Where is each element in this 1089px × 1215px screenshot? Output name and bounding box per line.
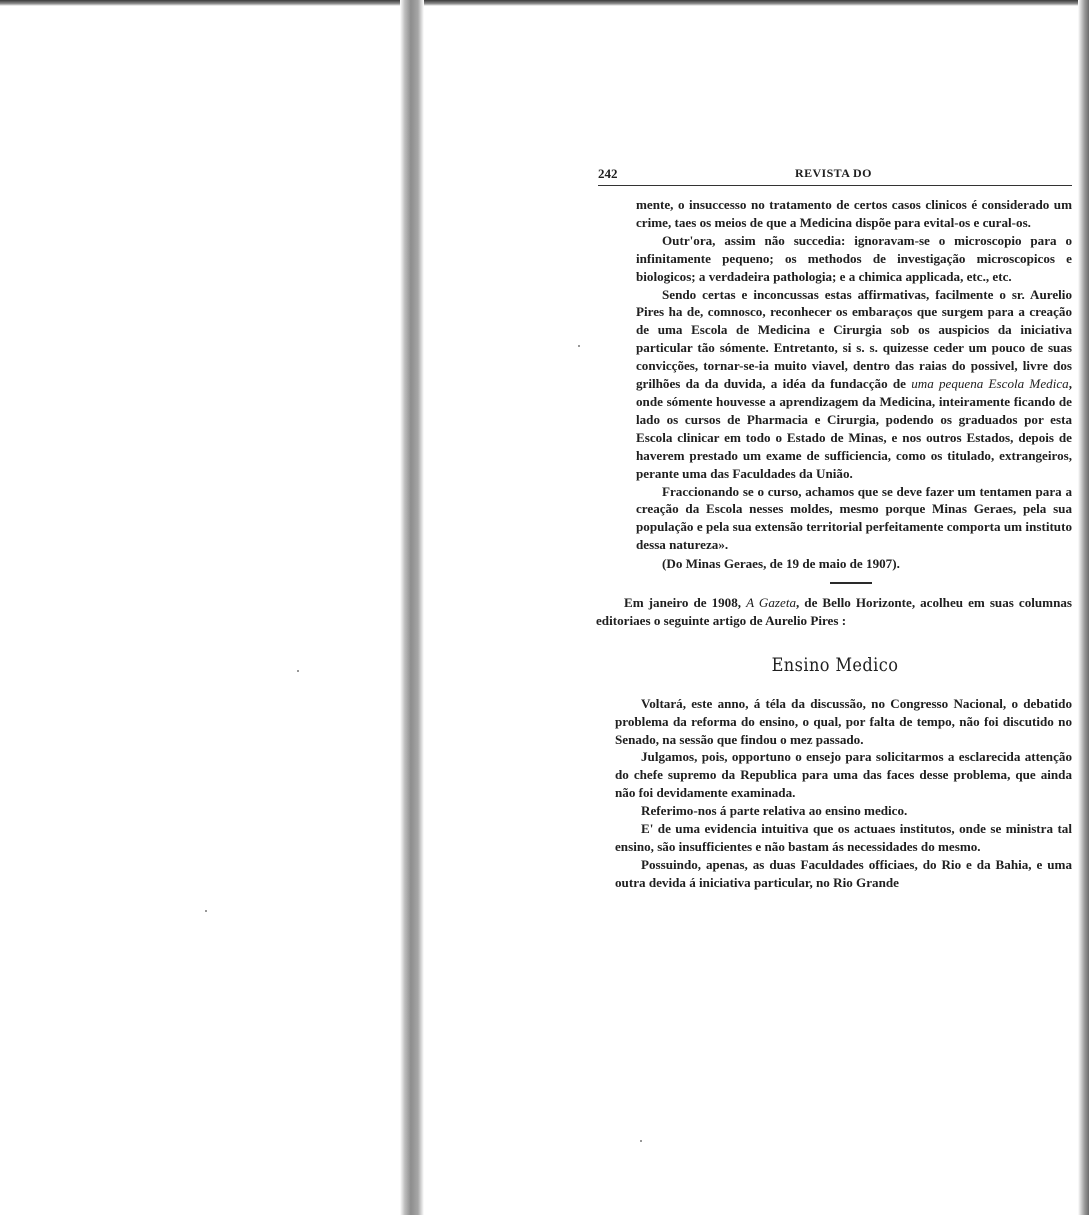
paragraph-text: Sendo certas e inconcussas estas affirmativas, facilmente o sr. Aurelio Pires ha de, comnosco, reconhecer os embaraços que surgem para a creação de uma Escola de Medicina e Cirurgia sob os auspicios da iniciativa particular tão sómente. Entretanto, si s. s. quizesse ceder um pouco de suas convicções, tornar-se-ia muito viavel, dentro das raias do possivel, livre dos grilhões da da duvida, a idéa da fundacção de — [636, 286, 1072, 392]
newspaper-name: A Gazeta — [746, 595, 796, 611]
intro-text: , de Bello Horizonte, acolheu em suas columnas editoriaes o seguinte artigo de Aurelio Pires : — [596, 595, 1072, 628]
scan-top-edge — [0, 0, 1089, 6]
paragraph: Voltará, este anno, á téla da discussão, no Congresso Nacional, o debatido problema da reforma do ensino, o qual, por falta de tempo, não foi discutido no Senado, na sessão que findou o mez passado. — [615, 695, 1072, 747]
page-number: 242 — [598, 166, 618, 181]
italic-phrase: uma pequena Escola Medica — [911, 376, 1069, 392]
scan-speck — [640, 1140, 642, 1142]
section-divider — [830, 582, 872, 584]
paragraph — [636, 286, 1072, 483]
book-gutter-shadow — [400, 0, 424, 1215]
paragraph: Fraccionando se o curso, achamos que se deve fazer um tentamen para a creação da Escola nesses moldes, mesmo porque Minas Geraes, pela sua população e pela sua extensão territorial perfeitamente comporta um instituto dessa natureza». — [636, 483, 1072, 553]
journal-title: REVISTA DO — [795, 166, 872, 180]
article-title: Ensino Medico — [771, 653, 899, 676]
page-edge-shadow — [1078, 0, 1089, 1215]
scan-speck — [297, 670, 299, 672]
paragraph: Julgamos, pois, opportuno o ensejo para solicitarmos a esclarecida attenção do chefe supremo da Republica para uma das faces desse problema, que ainda não foi devidamente examinada. — [615, 749, 1072, 801]
article-body — [615, 695, 1072, 892]
running-head — [598, 163, 1072, 186]
paragraph: Outr'ora, assim não succedia: ignoravam-se o microscopio para o infinitamente pequeno; os methodos de investigação microscopicos e biologicos; a verdadeira pathologia; e a chimica applicada, etc., etc. — [636, 232, 1072, 284]
paragraph: mente, o insuccesso no tratamento de certos casos clinicos é considerado um crime, taes os meios de que a Medicina dispõe para evital-os e cural-os. — [636, 197, 1072, 230]
intro-text: Em janeiro de 1908, — [624, 595, 742, 611]
scan-speck — [578, 345, 580, 347]
source-citation: (Do Minas Geraes, de 19 de maio de 1907). — [662, 556, 900, 572]
intro-paragraph — [596, 594, 1072, 630]
quoted-article-continuation — [636, 196, 1072, 573]
paragraph: Possuindo, apenas, as duas Faculdades officiaes, do Rio e da Bahia, e uma outra devida á iniciativa particular, no Rio Grande — [615, 856, 1072, 890]
book-page — [598, 163, 1072, 892]
paragraph: Referimo-nos á parte relativa ao ensino medico. — [641, 803, 908, 819]
paragraph-text: , onde sómente houvesse a aprendizagem da Medicina, inteiramente ficando de lado os cursos de Pharmacia e Cirurgia, podendo os graduados por esta Escola clinicar em todo o Estado de Minas, e nos outros Estados, depois de haverem prestado um exame de sufficiencia, como os titulado, extrangeiros, perante uma das Faculdades da União. — [636, 376, 1072, 481]
scan-speck — [205, 910, 207, 912]
paragraph: E' de uma evidencia intuitiva que os actuaes institutos, onde se ministra tal ensino, são insufficientes e não bastam ás necessidades do mesmo. — [615, 821, 1072, 854]
